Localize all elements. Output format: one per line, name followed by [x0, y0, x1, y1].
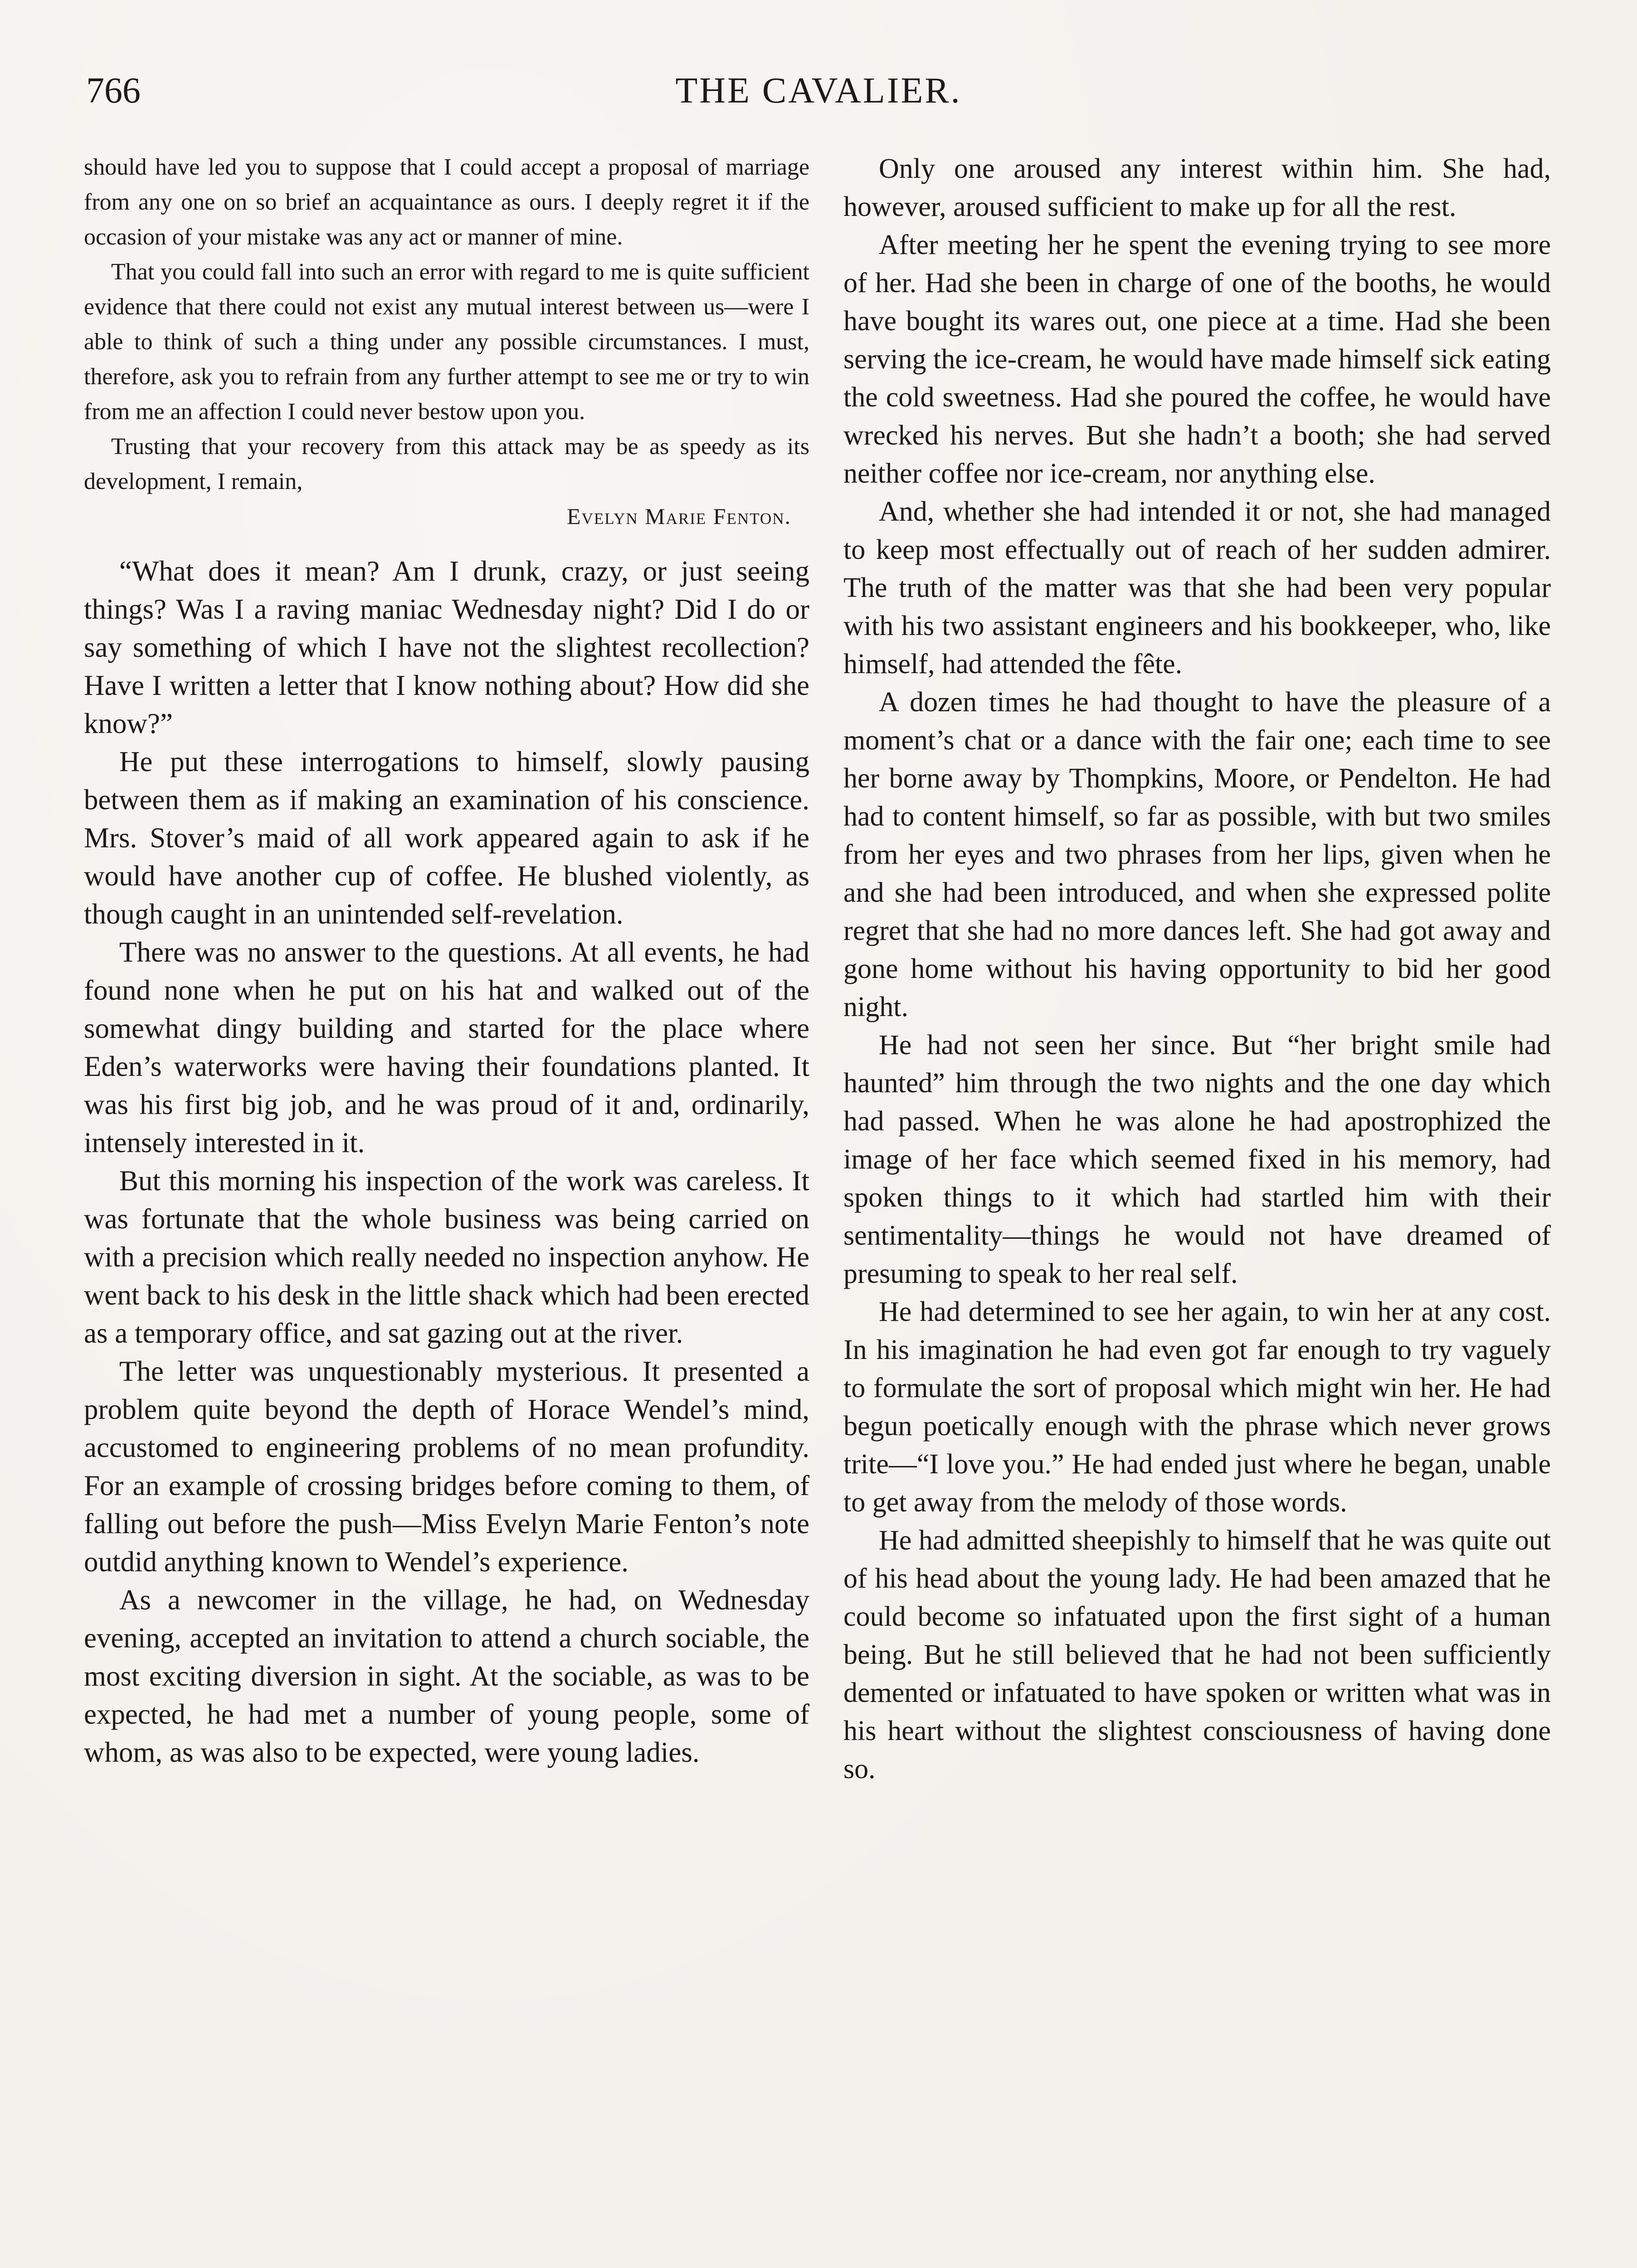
body-paragraph: He put these interrogations to himself, slowly pausing between them as if making an examination of his conscience. Mrs. Stover’s maid of all work appeared again to ask if he would have another cup of coffee. He blushed violently, as though caught in an unintended self-revelation. — [84, 746, 809, 930]
letter-paragraph: Trusting that your recovery from this attack may be as speedy as its development, I remain, — [84, 434, 809, 494]
left-body-text — [84, 552, 809, 1771]
body-paragraph: The letter was unquestionably mysterious. It presented a problem quite beyond the depth of Horace Wendel’s mind, accustomed to engineering problems of no mean profundity. For an example of crossing bridges before coming to them, of falling out before the push—Miss Evelyn Marie Fenton’s note outdid anything known to Wendel’s experience. — [84, 1355, 809, 1578]
letter-paragraph: should have led you to suppose that I could accept a proposal of marriage from any one on so brief an acquaintance as ours. I deeply regret it if the occasion of your mistake was any act or manner of mine. — [84, 154, 809, 250]
body-paragraph: After meeting her he spent the evening trying to see more of her. Had she been in charge of one of the booths, he would have bought its wares out, one piece at a time. Had she been serving the ice-cream, he would have made himself sick eating the cold sweetness. Had she poured the coffee, he would have wrecked his nerves. But she hadn’t a booth; she had served neither coffee nor ice-cream, nor anything else. — [843, 230, 1551, 489]
body-paragraph: He had admitted sheepishly to himself that he was quite out of his head about the young lady. He had been amazed that he could become so infatuated upon the first sight of a human being. But he still believed that he had not been sufficiently demented or infatuated to have spoken or written what was in his heart without the slightest consciousness of having done so. — [843, 1525, 1551, 1784]
right-body-text — [843, 150, 1551, 1788]
body-paragraph: “What does it mean? Am I drunk, crazy, or just seeing things? Was I a raving maniac Wednesday night? Did I do or say something of which I have not the slightest recollection? Have I written a letter that I know nothing about? How did she know?” — [84, 555, 809, 739]
body-paragraph: A dozen times he had thought to have the pleasure of a moment’s chat or a dance with the fair one; each time to see her borne away by Thompkins, Moore, or Pendelton. He had had to content himself, so far as possible, with but two smiles from her eyes and two phrases from her lips, given when he and she had been introduced, and when she expressed polite regret that she had no more dances left. She had got away and gone home without his having opportunity to bid her good night. — [843, 687, 1551, 1022]
body-paragraph: He had not seen her since. But “her bright smile had haunted” him through the two nights and the one day which had passed. When he was alone he had apostrophized the image of her face which seemed fixed in his memory, had spoken things to it which had startled him with their sentimentality—things he would not have dreamed of presuming to speak to her real self. — [843, 1030, 1551, 1289]
body-paragraph: As a newcomer in the village, he had, on Wednesday evening, accepted an invitation to attend a church sociable, the most exciting diversion in sight. At the sociable, as was to be expected, he had met a number of young people, some of whom, as was also to be expected, were young ladies. — [84, 1584, 809, 1768]
running-title: THE CAVALIER. — [675, 71, 962, 111]
body-paragraph: But this morning his inspection of the work was careless. It was fortunate that the whole business was being carried on with a precision which really needed no inspection anyhow. He went back to his desk in the little shack which had been erected as a temporary office, and sat gazing out at the river. — [84, 1165, 809, 1349]
letter-block — [84, 150, 809, 534]
right-column — [843, 150, 1551, 1788]
body-paragraph: Only one aroused any interest within him. She had, however, aroused sufficient to make up for all the rest. — [843, 153, 1551, 222]
letter-signature: Evelyn Marie Fenton. — [567, 503, 791, 529]
body-paragraph: He had determined to see her again, to win her at any cost. In his imagination he had even got far enough to try vaguely to formulate the sort of proposal which might win her. He had begun poetically enough with the phrase which never grows trite—“I love you.” He had ended just where he began, unable to get away from the melody of those words. — [843, 1296, 1551, 1518]
letter-paragraph: That you could fall into such an error with regard to me is quite sufficient evidence that there could not exist any mutual interest between us—were I able to think of such a thing under any possible circumstances. I must, therefore, ask you to refrain from any further attempt to see me or try to win from me an affection I could never bestow upon you. — [84, 259, 809, 425]
page-header — [86, 68, 1551, 132]
body-paragraph: There was no answer to the questions. At all events, he had found none when he put on his hat and walked out of the somewhat dingy building and started for the place where Eden’s waterworks were having their foundations planted. It was his first big job, and he was proud of it and, ordinarily, intensely interested in it. — [84, 936, 809, 1158]
page-number: 766 — [86, 71, 141, 111]
left-column — [84, 150, 809, 1771]
body-paragraph: And, whether she had intended it or not, she had managed to keep most effectually out of reach of her sudden admirer. The truth of the matter was that she had been very popular with his two assistant engineers and his bookkeeper, who, like himself, had attended the fête. — [843, 496, 1551, 679]
